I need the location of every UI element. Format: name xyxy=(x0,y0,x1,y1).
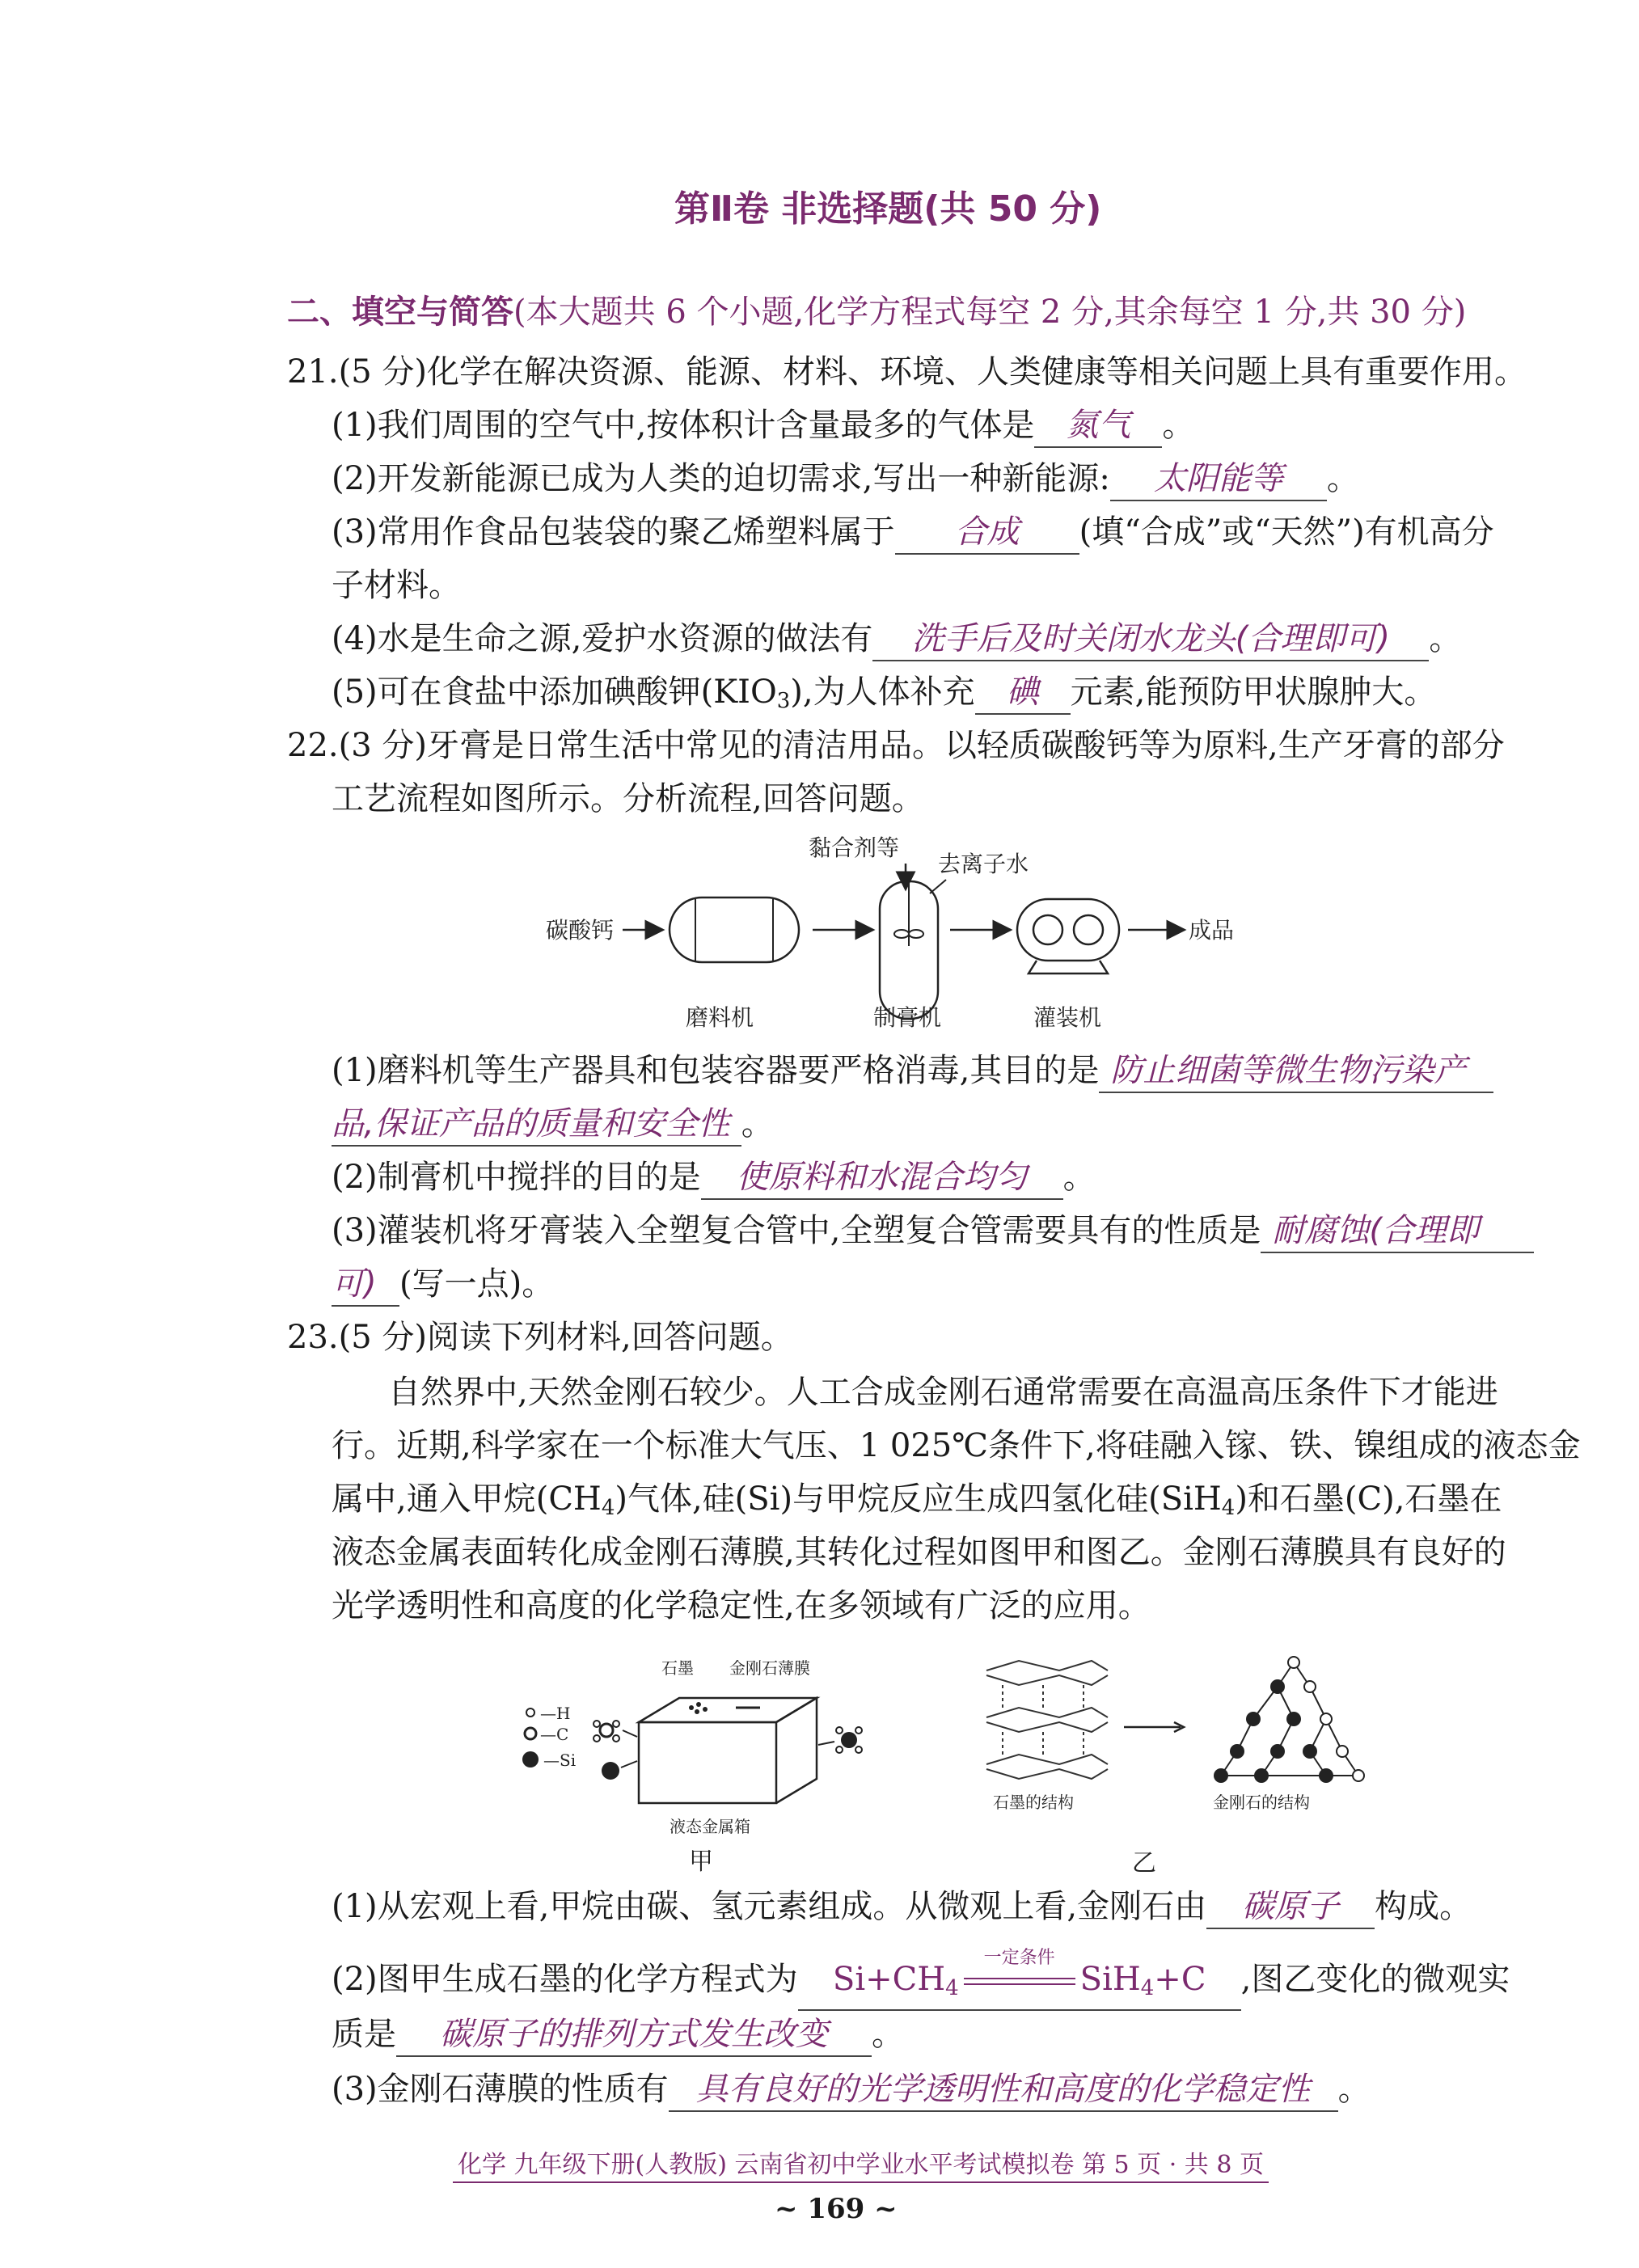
legend-h: —H xyxy=(540,1704,571,1723)
q22-stem-1: 22.(3 分)牙膏是日常生活中常见的清洁用品。以轻质碳酸钙等为原料,生产牙膏的部分 xyxy=(287,727,1505,764)
methane-molecule xyxy=(594,1721,637,1742)
output-label: 成品 xyxy=(1189,917,1235,944)
legend xyxy=(522,1704,576,1770)
q23-para-1: 自然界中,天然金刚石较少。人工合成金刚石通常需要在高温高压条件下才能进 xyxy=(388,1374,1498,1411)
section-header xyxy=(287,289,1466,335)
q22-p3-answer-2: 可) xyxy=(332,1263,399,1307)
q21-p3-end: (填“合成”或“天然”)有机高分 xyxy=(1079,513,1494,551)
q23-p2b-end: 。 xyxy=(872,2016,904,2053)
q21-p5-answer: 碘 xyxy=(975,671,1071,715)
graphite-structure xyxy=(986,1661,1108,1779)
q22-stem-2: 工艺流程如图所示。分析流程,回答问题。 xyxy=(332,780,924,817)
paste-maker-machine xyxy=(880,873,938,1019)
legend-c: —C xyxy=(540,1725,569,1744)
section-note: (本大题共 6 个小题,化学方程式每空 2 分,其余每空 1 分,共 30 分) xyxy=(513,294,1467,331)
q23-para-3 xyxy=(332,1476,1502,1531)
q22-part1-cont xyxy=(332,1101,774,1147)
q22-p2-answer: 使原料和水混合均匀 xyxy=(701,1156,1063,1200)
diamond-structure xyxy=(1214,1657,1364,1783)
q23-equation xyxy=(798,1948,1241,2011)
q23-p2b-answer: 碳原子的排列方式发生改变 xyxy=(396,2013,872,2057)
q21-p4-answer: 洗手后及时关闭水龙头(合理即可) xyxy=(872,618,1429,661)
q23-p2b-text: 质是 xyxy=(332,2016,396,2053)
input-label: 碳酸钙 xyxy=(546,917,615,944)
q23-para3-sub2: 4 xyxy=(1221,1496,1236,1520)
q21-p2-end: 。 xyxy=(1326,460,1359,497)
box-label: 液态金属箱 xyxy=(670,1817,750,1836)
q21-p2-text: (2)开发新能源已成为人类的迫切需求,写出一种新能源: xyxy=(332,460,1110,497)
q21-part4 xyxy=(332,616,1461,661)
q23-para-4: 液态金属表面转化成金刚石薄膜,其转化过程如图甲和图乙。金刚石薄膜具有良好的 xyxy=(332,1534,1506,1571)
section-label: 二、填空与简答 xyxy=(287,294,513,331)
q22-p3-answer-1: 耐腐蚀(合理即 xyxy=(1261,1210,1534,1253)
page-number: ~ 169 ~ xyxy=(775,2193,898,2225)
filling-machine xyxy=(1017,899,1119,974)
q21-p4-end: 。 xyxy=(1429,620,1462,657)
q21-p5-end: 元素,能预防甲状腺肿大。 xyxy=(1070,674,1437,711)
q21-p4-text: (4)水是生命之源,爱护水资源的做法有 xyxy=(332,620,873,657)
q21-part5 xyxy=(332,669,1436,724)
q23-part1 xyxy=(332,1884,1472,1929)
q22-p1-answer-1: 防止细菌等微生物污染产 xyxy=(1099,1050,1493,1093)
process-flow-diagram xyxy=(534,825,1294,1043)
page-title: 第Ⅱ卷 非选择题(共 50 分) xyxy=(674,188,1102,230)
q23-para3-a: 属中,通入甲烷(CH xyxy=(332,1480,602,1518)
q23-stem: 23.(5 分)阅读下列材料,回答问题。 xyxy=(287,1319,793,1356)
eq-part-b: SiH xyxy=(1079,1961,1141,1998)
q21-p1-text: (1)我们周围的空气中,按体积计含量最多的气体是 xyxy=(332,407,1035,444)
machine2-label: 制膏机 xyxy=(873,1004,942,1031)
q23-para-5: 光学透明性和高度的化学稳定性,在多领域有广泛的应用。 xyxy=(332,1587,1151,1624)
silane-molecule xyxy=(818,1727,862,1753)
eq-condition-arrow xyxy=(959,1948,1080,1994)
q22-p1-text: (1)磨料机等生产器具和包装容器要严格消毒,其目的是 xyxy=(332,1052,1100,1089)
machine3-label: 灌装机 xyxy=(1033,1004,1102,1031)
q22-p3-end: (写一点)。 xyxy=(399,1265,555,1303)
q23-para3-sub1: 4 xyxy=(601,1496,615,1520)
q22-part3 xyxy=(332,1208,1534,1253)
grinder-machine xyxy=(670,897,799,962)
q23-p3-end: 。 xyxy=(1337,2071,1371,2108)
q23-para3-b: )气体,硅(Si)与甲烷反应生成四氢化硅(SiH xyxy=(615,1480,1222,1518)
eq-sub-1: 4 xyxy=(945,1976,959,2000)
q21-p1-end: 。 xyxy=(1162,407,1195,444)
q21-p5-mid: ),为人体补充 xyxy=(790,674,975,711)
q23-part2-cont xyxy=(332,2012,904,2057)
q22-p1-end: 。 xyxy=(741,1105,774,1142)
q21-p3-text: (3)常用作食品包装袋的聚乙烯塑料属于 xyxy=(332,513,895,551)
q21-p3-answer: 合成 xyxy=(895,511,1079,555)
machine1-label: 磨料机 xyxy=(686,1004,754,1031)
metal-box xyxy=(639,1698,817,1803)
graphite-label: 石墨 xyxy=(661,1658,694,1678)
footer-info: 化学 九年级下册(人教版) 云南省初中学业水平考试模拟卷 第 5 页 · 共 8 页 xyxy=(453,2144,1269,2183)
q23-p2-text: (2)图甲生成石墨的化学方程式为 xyxy=(332,1961,798,1998)
film-label: 金刚石薄膜 xyxy=(729,1658,810,1678)
q21-p1-answer: 氮气 xyxy=(1034,404,1162,448)
q22-p3-text: (3)灌装机将牙膏装入全塑复合管中,全塑复合管需要具有的性质是 xyxy=(332,1212,1261,1249)
eq-double-line xyxy=(964,1978,1075,1985)
q23-para3-c: )和石墨(C),石墨在 xyxy=(1235,1480,1502,1518)
q23-p2-end: ,图乙变化的微观实 xyxy=(1240,1961,1510,1998)
figure-a xyxy=(517,1649,922,1876)
legend-si: —Si xyxy=(543,1751,577,1770)
q22-part3-cont xyxy=(332,1261,554,1307)
eq-sub-2: 4 xyxy=(1140,1976,1155,2000)
additive1-label: 黏合剂等 xyxy=(809,834,900,861)
silicon-atom xyxy=(602,1761,637,1780)
q22-p2-text: (2)制膏机中搅拌的目的是 xyxy=(332,1159,701,1196)
eq-part-a: Si+CH xyxy=(832,1961,946,1998)
q23-part2 xyxy=(332,1948,1510,2011)
q21-part3-cont: 子材料。 xyxy=(332,567,461,604)
q23-p1-end: 构成。 xyxy=(1375,1888,1472,1925)
q21-stem: 21.(5 分)化学在解决资源、能源、材料、环境、人类健康等相关问题上具有重要作用。 xyxy=(287,353,1527,391)
q22-part1 xyxy=(332,1048,1493,1093)
q21-part1 xyxy=(332,403,1194,448)
eq-condition: 一定条件 xyxy=(983,1948,1055,1968)
figure-b xyxy=(970,1646,1391,1881)
figure-a-caption: 甲 xyxy=(689,1848,713,1876)
q21-part2 xyxy=(332,456,1359,501)
q23-para-2: 行。近期,科学家在一个标准大气压、1 025℃条件下,将硅融入镓、铁、镍组成的液态金 xyxy=(332,1427,1581,1464)
q21-part3 xyxy=(332,509,1494,555)
q23-p3-answer: 具有良好的光学透明性和高度的化学稳定性 xyxy=(669,2068,1338,2112)
diamond-structure-label: 金刚石的结构 xyxy=(1213,1793,1310,1812)
q21-p5-subscript: 3 xyxy=(776,689,791,713)
graphite-structure-label: 石墨的结构 xyxy=(993,1793,1074,1812)
q23-p3-text: (3)金刚石薄膜的性质有 xyxy=(332,2071,669,2108)
figure-b-caption: 乙 xyxy=(1132,1849,1156,1877)
q21-p2-answer: 太阳能等 xyxy=(1110,458,1327,501)
eq-part-c: +C xyxy=(1154,1961,1206,1998)
q22-p2-end: 。 xyxy=(1062,1159,1096,1196)
q22-p1-answer-2: 品,保证产品的质量和安全性 xyxy=(332,1103,741,1147)
q21-p5-text: (5)可在食盐中添加碘酸钾(KIO xyxy=(332,674,777,711)
additive2-label: 去离子水 xyxy=(938,851,1029,877)
q23-part3 xyxy=(332,2067,1371,2112)
q23-p1-answer: 碳原子 xyxy=(1206,1886,1375,1929)
q22-part2 xyxy=(332,1155,1096,1200)
q23-p1-text: (1)从宏观上看,甲烷由碳、氢元素组成。从微观上看,金刚石由 xyxy=(332,1888,1207,1925)
